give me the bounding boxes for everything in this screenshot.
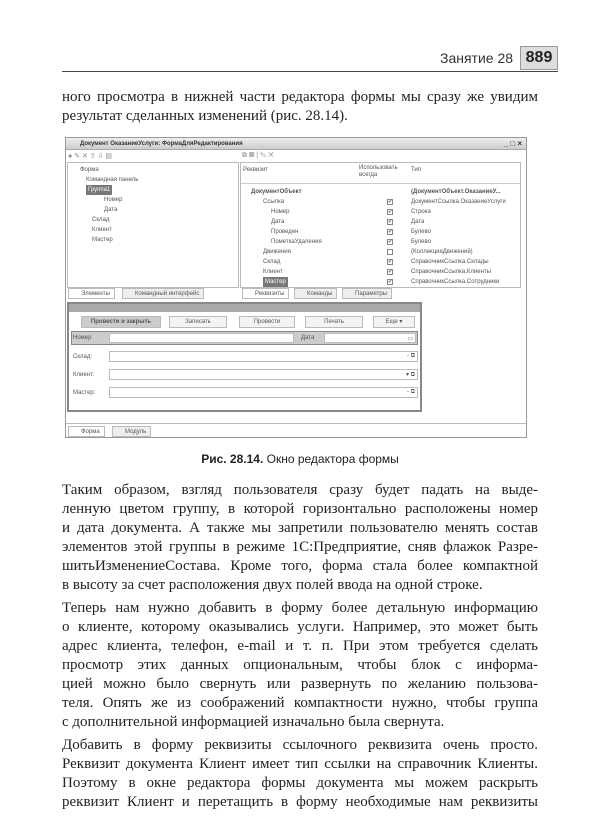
tree-item-element[interactable]: Командная панель: [86, 177, 139, 183]
text-line: в высоту за счет расположения двух полей ввода на одной строке.: [62, 577, 483, 593]
open-icon[interactable]: - ⧉: [407, 353, 415, 359]
attribute-type: СправочникСсылка.Сотрудники: [411, 279, 500, 285]
paragraph-2: [62, 481, 538, 595]
number-label: Номер: [73, 335, 92, 341]
attribute-type: Булево: [411, 229, 431, 235]
form-button-print[interactable]: Печать: [305, 316, 363, 328]
text-line: шитьИзменениеСостава. Кроме того, форма стала более компактной: [62, 558, 538, 574]
form-button-more[interactable]: Еще ▾: [373, 316, 415, 328]
text-line: ленную цветом группу, в которой горизонтально расположены номер: [62, 501, 538, 517]
figure-window: [65, 137, 527, 438]
use-always-checkbox[interactable]: ✔: [388, 199, 393, 205]
text-line: Реквизит документа Клиент имеет тип ссылки на справочник Клиенты.: [62, 756, 538, 772]
use-always-checkbox[interactable]: ✔: [388, 269, 393, 275]
window-title: Документ ОказаниеУслуги: ФормаДляРедактирования: [80, 141, 243, 147]
text-line: Таким образом, взгляд пользователя сразу будет падать на выде-: [62, 482, 538, 498]
attribute-name[interactable]: Номер: [271, 209, 290, 215]
tree-item-element[interactable]: Мастер: [92, 237, 113, 243]
text-line: результат сделанных изменений (рис. 28.14).: [62, 108, 348, 124]
attribute-type: Дата: [411, 219, 425, 225]
text-line: адрес клиента, телефон, e-mail и т. п. При этом требуется сделать: [62, 638, 538, 654]
text-line: Поэтому в окне редактора формы документа мы можем раскрыть: [62, 775, 538, 791]
col-header-use-always[interactable]: Использовать всегда: [359, 165, 398, 178]
use-always-checkbox[interactable]: ✔: [388, 229, 393, 235]
master-label: Мастер:: [73, 390, 96, 396]
attribute-name[interactable]: ПометкаУдаления: [271, 239, 322, 245]
use-always-checkbox[interactable]: ✔: [388, 239, 393, 245]
use-always-checkbox[interactable]: ✔: [388, 209, 393, 215]
tab-elements[interactable]: Элементы: [68, 288, 115, 299]
paragraph-3: [62, 599, 538, 732]
master-input[interactable]: [109, 387, 418, 398]
tab-attributes[interactable]: Реквизиты: [242, 288, 289, 299]
form-button-post[interactable]: Провести: [239, 316, 295, 328]
attribute-name[interactable]: Мастер: [265, 279, 286, 285]
tree-item-element[interactable]: Форма: [80, 167, 99, 173]
form-button-post-and-close[interactable]: Провести и закрыть: [81, 316, 161, 328]
attribute-type: ДокументСсылка.ОказаниеУслуги: [411, 199, 506, 205]
tab-form[interactable]: Форма: [68, 426, 105, 437]
attribute-type: СправочникСсылка.Склады: [411, 259, 489, 265]
use-always-checkbox[interactable]: ✔: [388, 219, 393, 225]
col-header-attribute[interactable]: Реквизит: [243, 167, 269, 173]
tab-module[interactable]: Модуль: [112, 426, 151, 437]
tree-item-element[interactable]: Дата: [104, 207, 118, 213]
open-icon[interactable]: - ⧉: [407, 389, 415, 395]
open-icon[interactable]: ▾ ⧉: [406, 372, 415, 378]
form-button-save[interactable]: Записать: [169, 316, 227, 328]
number-input[interactable]: [109, 333, 294, 343]
attribute-name[interactable]: Склад: [263, 259, 281, 265]
tree-item-element[interactable]: Группа1: [88, 187, 111, 193]
figure-caption: Рис. 28.14. Окно редактора формы: [201, 452, 399, 466]
attributes-toolbar[interactable]: ⧉ ▦ | ✎ ✕: [242, 152, 274, 159]
text-line: просмотр этих данных опциональным, чтобы блок с информа-: [62, 657, 538, 673]
attribute-type: (ДокументОбъект.ОказаниеУ...: [411, 189, 501, 195]
col-header-type[interactable]: Тип: [411, 167, 422, 173]
use-always-checkbox[interactable]: ✔: [388, 279, 393, 285]
use-always-checkbox[interactable]: ✔: [388, 259, 393, 265]
window-titlebar: [66, 138, 526, 150]
tab-commands[interactable]: Команды: [294, 288, 337, 299]
text-line: ного просмотра в нижней части редактора формы мы сразу же увидим: [62, 89, 538, 105]
window-controls[interactable]: _ □ ×: [503, 139, 522, 148]
tab-command-interface[interactable]: Командный интерфейс: [122, 288, 204, 299]
running-header-chapter: Занятие 28: [440, 50, 514, 66]
form-preview: [67, 302, 422, 412]
text-line: о клиенте, которому оказывались услуги. Например, это может быть: [62, 619, 538, 635]
tree-item-element[interactable]: Склад: [92, 217, 110, 223]
warehouse-input[interactable]: [109, 351, 418, 362]
text-line: элементов этой группы в режиме 1С:Предприятие, сняв флажок Разре-: [62, 539, 538, 555]
text-line: цией можно было свернуть или развернуть по желанию пользова-: [62, 676, 538, 692]
tab-parameters[interactable]: Параметры: [342, 288, 392, 299]
client-label: Клиент:: [73, 372, 95, 378]
client-input[interactable]: [109, 369, 418, 380]
tree-item-element[interactable]: Клиент: [92, 227, 112, 233]
attribute-name[interactable]: Ссылка: [263, 199, 285, 205]
text-line: и дата документа. А также мы запретили пользователю менять состав: [62, 520, 538, 536]
attribute-name[interactable]: ДокументОбъект: [251, 189, 302, 195]
attribute-type: Строка: [411, 209, 431, 215]
page-number: 889: [520, 46, 558, 70]
attributes-pane[interactable]: [240, 162, 521, 288]
attribute-name[interactable]: Движения: [263, 249, 291, 255]
elements-toolbar[interactable]: ● ✎ ✕ ⇧ ⇩ ▤: [68, 153, 113, 160]
paragraph-4: [62, 736, 538, 812]
text-line: Теперь нам нужно добавить в форму более детальную информацию: [62, 600, 538, 616]
attribute-type: Булево: [411, 239, 431, 245]
attribute-type: СправочникСсылка.Клиенты: [411, 269, 491, 275]
attribute-name[interactable]: Клиент: [263, 269, 283, 275]
text-line: с дополнительной информацией изначально была свернута.: [62, 714, 445, 730]
calendar-icon[interactable]: ▭: [407, 336, 413, 342]
elements-pane[interactable]: [67, 162, 239, 288]
attribute-name[interactable]: Проведен: [271, 229, 299, 235]
warehouse-label: Склад:: [73, 354, 93, 360]
date-label: Дата: [301, 335, 315, 341]
date-input[interactable]: [324, 333, 416, 343]
text-line: реквизит Клиент и перетащить в форму необходимые нам реквизиты: [62, 794, 538, 810]
attribute-type: (КоллекцияДвижений): [411, 249, 473, 255]
text-line: теля. Опять же из соображений компактности нужно, чтобы группа: [62, 695, 538, 711]
header-rule: [62, 71, 558, 72]
attribute-name[interactable]: Дата: [271, 219, 285, 225]
tree-item-element[interactable]: Номер: [104, 197, 123, 203]
use-always-checkbox[interactable]: [387, 249, 393, 255]
paragraph-1: [62, 88, 538, 126]
text-line: Добавить в форму реквизиты ссылочного реквизита очень просто.: [62, 737, 538, 753]
